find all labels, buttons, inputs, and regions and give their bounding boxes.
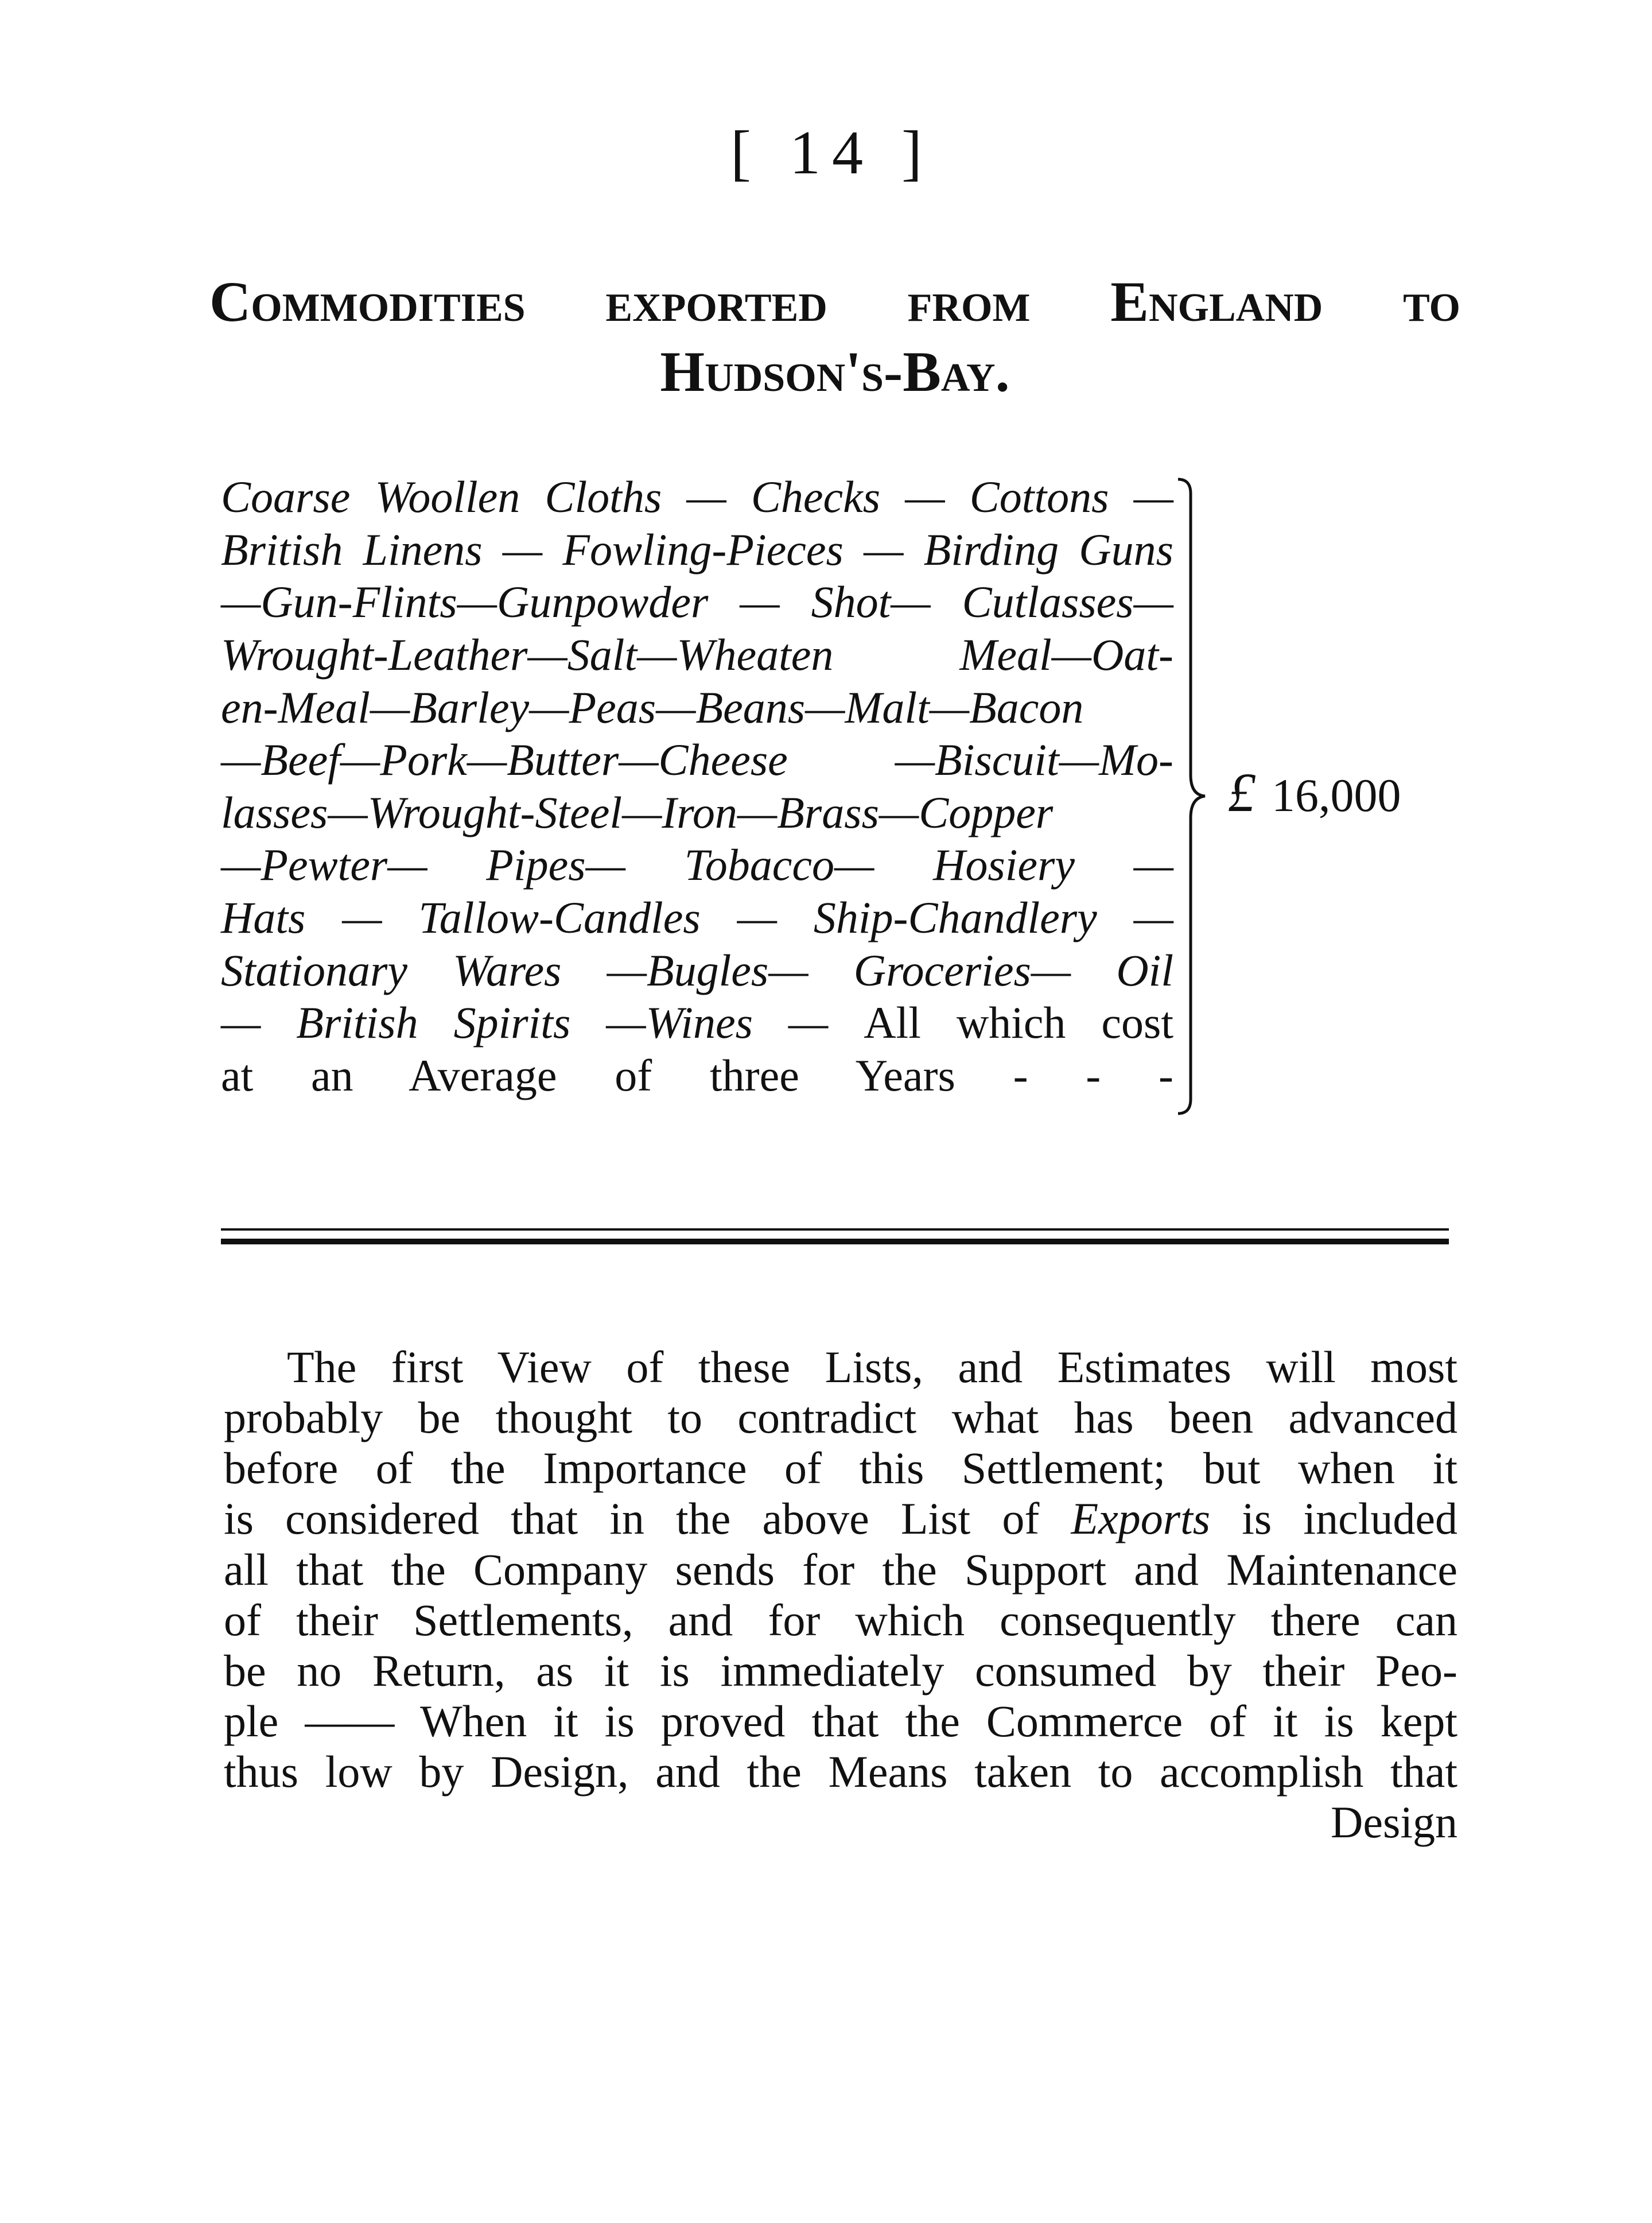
paragraph-line: before of the Importance of this Settlement; but when it — [224, 1443, 1457, 1493]
commodity-list — [221, 471, 1173, 1102]
list-line: —Beef—Pork—Butter—Cheese —Biscuit—Mo- — [221, 735, 1173, 785]
paragraph-line: of their Settlements, and for which consequently there can — [224, 1594, 1457, 1645]
list-line: Hats — Tallow-Candles — Ship-Chandlery — — [221, 893, 1173, 943]
title-line-1: Commodities exported from England to — [209, 270, 1460, 333]
paragraph-line: be no Return, as it is immediately consumed by their Peo- — [224, 1645, 1457, 1696]
list-line: —Pewter— Pipes— Tobacco— Hosiery — — [221, 840, 1173, 890]
list-line: Coarse Woollen Cloths — Checks — Cottons — — [221, 472, 1173, 522]
paragraph-line: ple —— When it is proved that the Commerce of it is kept — [224, 1696, 1457, 1746]
paragraph-line: The first View of these Lists, and Estimates will most — [287, 1342, 1457, 1392]
list-line: —Gun-Flints—Gunpowder — Shot— Cutlasses— — [221, 577, 1173, 627]
section-title — [209, 267, 1460, 407]
list-line: en-Meal—Barley—Peas—Beans—Malt—Bacon — [221, 682, 1084, 732]
paragraph-line: thus low by Design, and the Means taken to accomplish that — [224, 1747, 1457, 1797]
list-tail-text: All which cost — [864, 998, 1174, 1048]
divider-rule-thick — [221, 1239, 1449, 1244]
amount-value: 16,000 — [1272, 769, 1401, 821]
paragraph-line: all that the Company sends for the Support and Maintenance — [224, 1544, 1457, 1594]
list-last-line: at an Average of three Years - - - — [221, 1050, 1173, 1101]
list-line: British Linens — Fowling-Pieces — Birding Guns — [221, 524, 1173, 575]
paragraph-line-tail: is included — [1242, 1493, 1458, 1544]
list-line-with-tail — [221, 996, 1173, 1049]
paragraph-line: probably be thought to contradict what has been advanced — [224, 1392, 1457, 1443]
title-line-2: Hudson's-Bay. — [660, 340, 1010, 404]
body-paragraph — [224, 1342, 1457, 1848]
list-line: lasses—Wrought-Steel—Iron—Brass—Copper — [221, 787, 1054, 837]
catchword: Design — [1331, 1797, 1457, 1848]
list-line: Wrought-Leather—Salt—Wheaten Meal—Oat- — [221, 629, 1173, 680]
list-line: — British Spirits —Wines — — [221, 998, 829, 1048]
italic-word: Exports — [1071, 1493, 1211, 1544]
pound-sign: £ — [1228, 762, 1255, 823]
total-amount — [1228, 761, 1401, 824]
right-brace — [1173, 476, 1208, 1116]
paragraph-line-with-italic — [224, 1493, 1457, 1544]
paragraph-line: is considered that in the above List of — [224, 1493, 1040, 1544]
divider-rule-thin — [221, 1228, 1449, 1231]
list-line: Stationary Wares —Bugles— Groceries— Oil — [221, 945, 1173, 995]
page-number: [ 14 ] — [730, 119, 934, 187]
